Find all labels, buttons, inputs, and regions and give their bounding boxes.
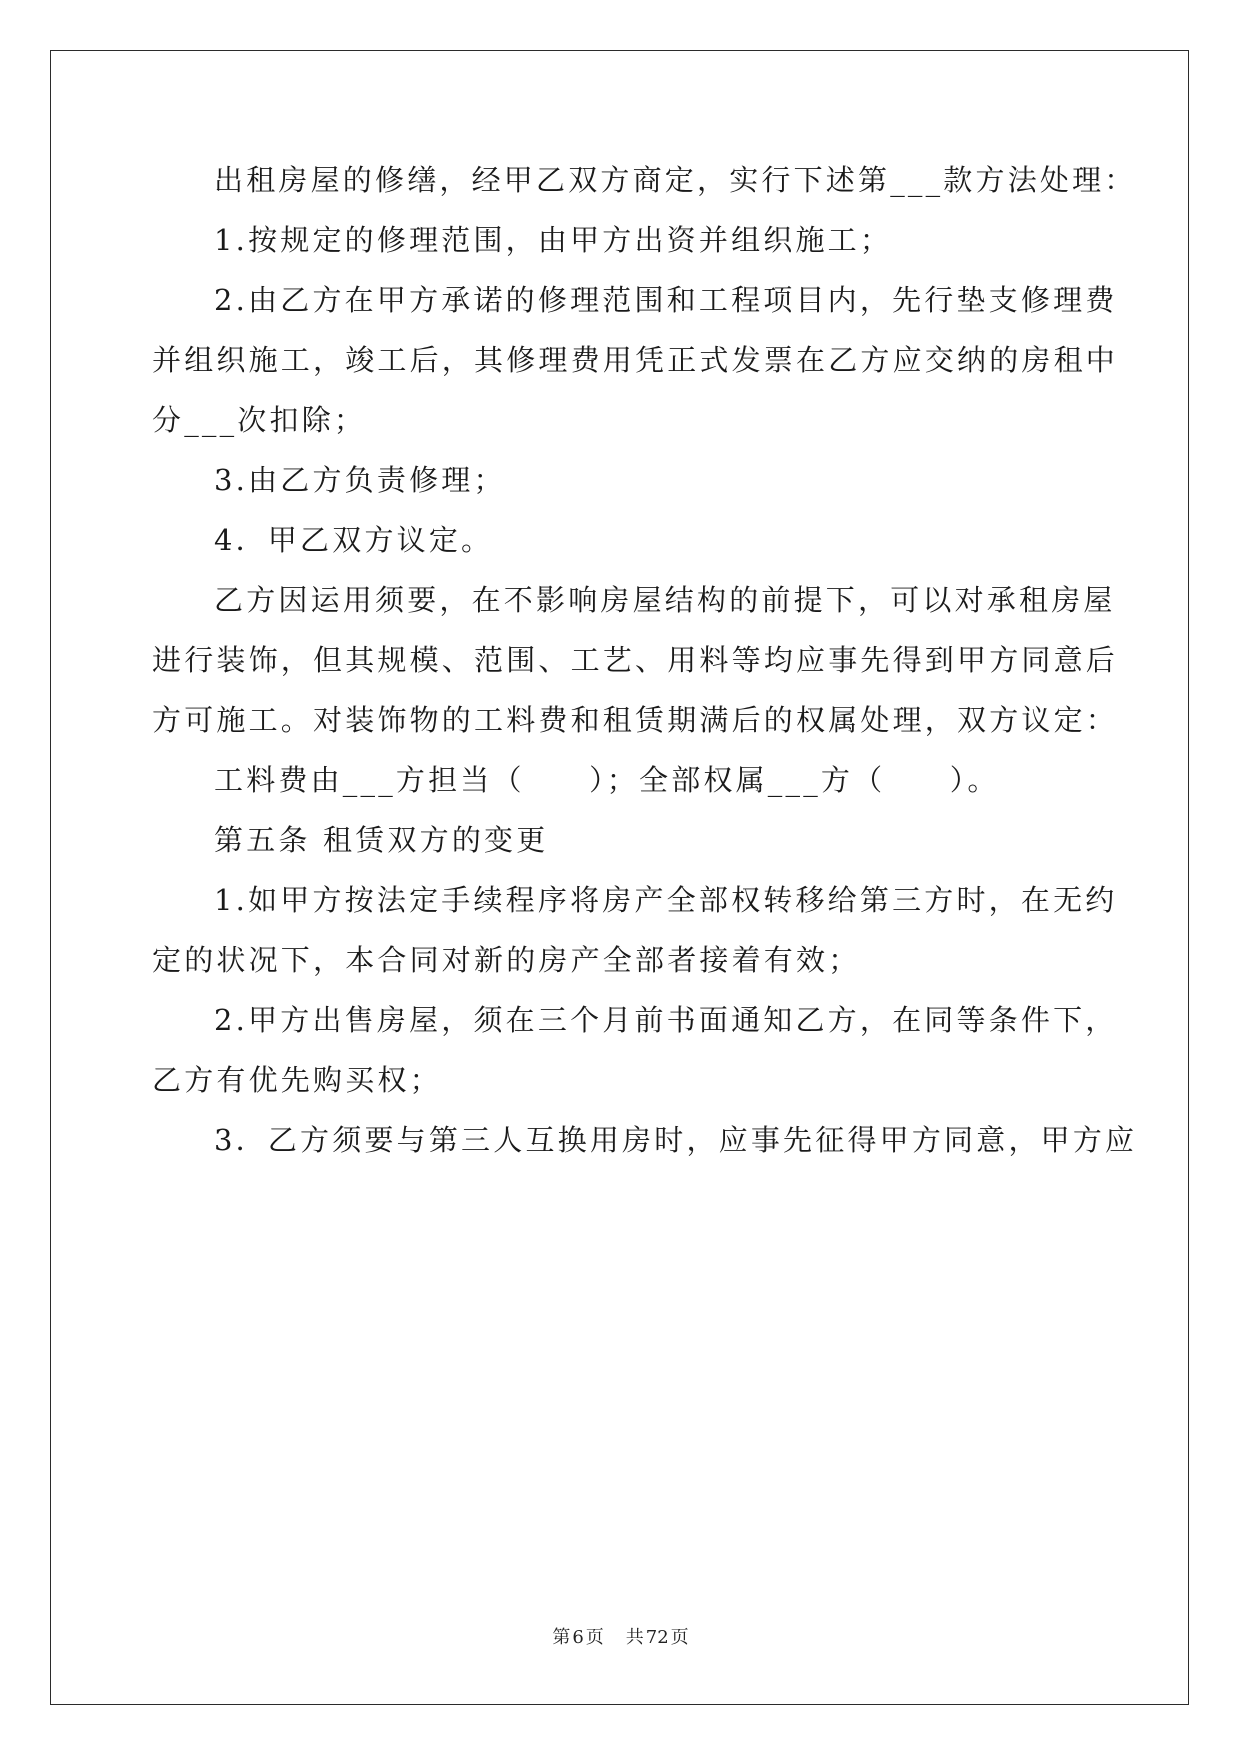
paragraph-line: 4．甲乙双方议定。: [214, 523, 494, 557]
paragraph-line: 乙方有优先购买权；: [152, 1063, 442, 1097]
total-pages: 72: [645, 1627, 669, 1648]
paragraph-line: 进行装饰，但其规模、范围、工艺、用料等均应事先得到甲方同意后: [152, 643, 1119, 677]
paragraph-line: 乙方因运用须要，在不影响房屋结构的前提下，可以对承租房屋: [214, 583, 1116, 617]
page-prefix: 第: [552, 1627, 571, 1648]
paragraph-line: 2.由乙方在甲方承诺的修理范围和工程项目内，先行垫支修理费: [214, 283, 1118, 317]
paragraph-line: 方可施工。对装饰物的工料费和租赁期满后的权属处理，双方议定：: [152, 703, 1119, 737]
paragraph-line: 1.如甲方按法定手续程序将房产全部权转移给第三方时，在无约: [214, 883, 1118, 917]
paragraph-line: 工料费由___方担当（ ）；全部权属___方（ ）。: [214, 763, 1000, 797]
paragraph-line: 3．乙方须要与第三人互换用房时，应事先征得甲方同意，甲方应: [214, 1123, 1138, 1157]
paragraph-line: 并组织施工，竣工后，其修理费用凭正式发票在乙方应交纳的房租中: [152, 343, 1119, 377]
section-heading: 第五条 租赁双方的变更: [214, 823, 549, 857]
page-suffix: 页: [585, 1627, 604, 1648]
paragraph-line: 3.由乙方负责修理；: [214, 463, 506, 497]
page-number: 6: [572, 1627, 584, 1648]
paragraph-line: 出租房屋的修缮，经甲乙双方商定，实行下述第___款方法处理：: [214, 163, 1137, 197]
paragraph-line: 分___次扣除；: [152, 403, 367, 437]
paragraph-line: 2.甲方出售房屋，须在三个月前书面通知乙方，在同等条件下，: [214, 1003, 1118, 1037]
page-footer: [0, 1626, 1241, 1650]
total-suffix: 页: [670, 1627, 689, 1648]
paragraph-line: 1.按规定的修理范围，由甲方出资并组织施工；: [214, 223, 893, 257]
total-prefix: 共: [625, 1627, 644, 1648]
paragraph-line: 定的状况下，本合同对新的房产全部者接着有效；: [152, 943, 861, 977]
